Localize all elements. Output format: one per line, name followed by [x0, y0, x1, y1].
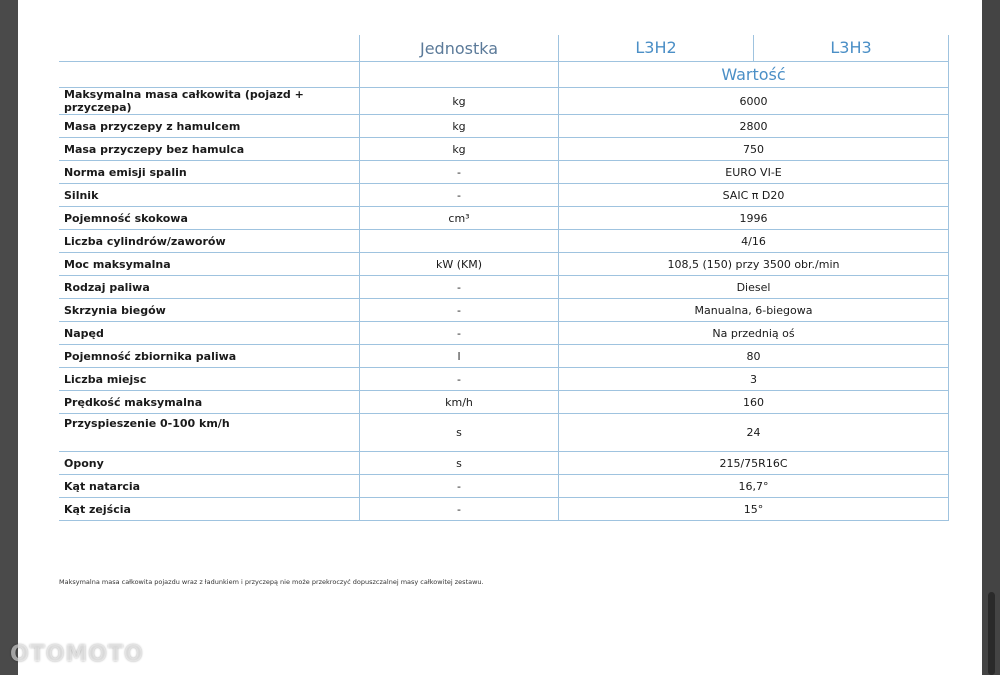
- spec-unit: kg: [360, 138, 559, 161]
- header-empty-cell: [59, 35, 360, 62]
- spec-label: Masa przyczepy bez hamulca: [59, 138, 360, 161]
- spec-label: Prędkość maksymalna: [59, 391, 360, 414]
- spec-value: 2800: [559, 115, 949, 138]
- table-row: [59, 207, 949, 230]
- spec-unit: -: [360, 299, 559, 322]
- spec-unit: kW (KM): [360, 253, 559, 276]
- spec-value: 215/75R16C: [559, 452, 949, 475]
- watermark-logo: OTOMOTO: [10, 642, 144, 667]
- spec-value: 160: [559, 391, 949, 414]
- spec-label: Masa przyczepy z hamulcem: [59, 115, 360, 138]
- spec-value: 750: [559, 138, 949, 161]
- header-l3h3: L3H3: [830, 38, 872, 57]
- spec-label: Rodzaj paliwa: [59, 276, 360, 299]
- scrollbar-thumb[interactable]: [988, 592, 995, 675]
- spec-label: Opony: [59, 452, 360, 475]
- spec-value: Manualna, 6-biegowa: [559, 299, 949, 322]
- spec-unit: [360, 230, 559, 253]
- spec-label: Kąt zejścia: [59, 498, 360, 521]
- spec-label: Napęd: [59, 322, 360, 345]
- spec-label: Przyspieszenie 0-100 km/h: [59, 414, 360, 452]
- document-page: [18, 0, 982, 675]
- spec-label: Pojemność zbiornika paliwa: [59, 345, 360, 368]
- spec-unit: -: [360, 276, 559, 299]
- viewer-background-left: [0, 0, 18, 675]
- spec-unit: -: [360, 161, 559, 184]
- spec-unit: -: [360, 368, 559, 391]
- table-row: [59, 184, 949, 207]
- spec-value: Na przednią oś: [559, 322, 949, 345]
- spec-unit: km/h: [360, 391, 559, 414]
- header-variants-cell: [559, 35, 949, 62]
- spec-value: 1996: [559, 207, 949, 230]
- table-row: [59, 276, 949, 299]
- table-row: [59, 138, 949, 161]
- spec-label: Moc maksymalna: [59, 253, 360, 276]
- header-l3h2: L3H2: [559, 35, 754, 61]
- table-row: [59, 230, 949, 253]
- spec-value: 108,5 (150) przy 3500 obr./min: [559, 253, 949, 276]
- table-row: [59, 115, 949, 138]
- spec-label: Kąt natarcia: [59, 475, 360, 498]
- table-row: [59, 88, 949, 115]
- spec-label: Norma emisji spalin: [59, 161, 360, 184]
- spec-table: [59, 35, 949, 521]
- table-row: [59, 368, 949, 391]
- table-header-row: [59, 35, 949, 62]
- table-row: [59, 414, 949, 452]
- subheader-empty-cell: [59, 62, 360, 88]
- spec-value: 80: [559, 345, 949, 368]
- spec-value: Diesel: [559, 276, 949, 299]
- spec-unit: -: [360, 322, 559, 345]
- table-row: [59, 498, 949, 521]
- spec-value: EURO VI-E: [559, 161, 949, 184]
- spec-label: Liczba cylindrów/zaworów: [59, 230, 360, 253]
- header-value-label: Wartość: [559, 62, 949, 88]
- table-row: [59, 475, 949, 498]
- scrollbar[interactable]: [982, 0, 1000, 675]
- spec-unit: kg: [360, 115, 559, 138]
- spec-value: 4/16: [559, 230, 949, 253]
- spec-unit: kg: [360, 88, 559, 115]
- spec-unit: cm³: [360, 207, 559, 230]
- spec-unit: s: [360, 452, 559, 475]
- table-row: [59, 161, 949, 184]
- header-unit: Jednostka: [360, 35, 559, 62]
- spec-unit: -: [360, 475, 559, 498]
- spec-unit: -: [360, 184, 559, 207]
- spec-unit: s: [360, 414, 559, 452]
- subheader-empty-unit: [360, 62, 559, 88]
- table-row: [59, 452, 949, 475]
- table-row: [59, 391, 949, 414]
- spec-unit: l: [360, 345, 559, 368]
- spec-label: Liczba miejsc: [59, 368, 360, 391]
- table-row: [59, 322, 949, 345]
- spec-label: Skrzynia biegów: [59, 299, 360, 322]
- spec-value: 15°: [559, 498, 949, 521]
- footnote: Maksymalna masa całkowita pojazdu wraz z ładunkiem i przyczepą nie może przekroczyć dopuszczalnej masy całkowitej zestawu.: [59, 578, 484, 586]
- spec-value: 24: [559, 414, 949, 452]
- spec-unit: -: [360, 498, 559, 521]
- spec-label: Silnik: [59, 184, 360, 207]
- table-row: [59, 299, 949, 322]
- spec-value: SAIC π D20: [559, 184, 949, 207]
- spec-label: Maksymalna masa całkowita (pojazd + przyczepa): [59, 88, 360, 115]
- spec-value: 16,7°: [559, 475, 949, 498]
- table-row: [59, 345, 949, 368]
- spec-label: Pojemność skokowa: [59, 207, 360, 230]
- table-row: [59, 253, 949, 276]
- spec-value: 6000: [559, 88, 949, 115]
- table-subheader-row: [59, 62, 949, 88]
- spec-value: 3: [559, 368, 949, 391]
